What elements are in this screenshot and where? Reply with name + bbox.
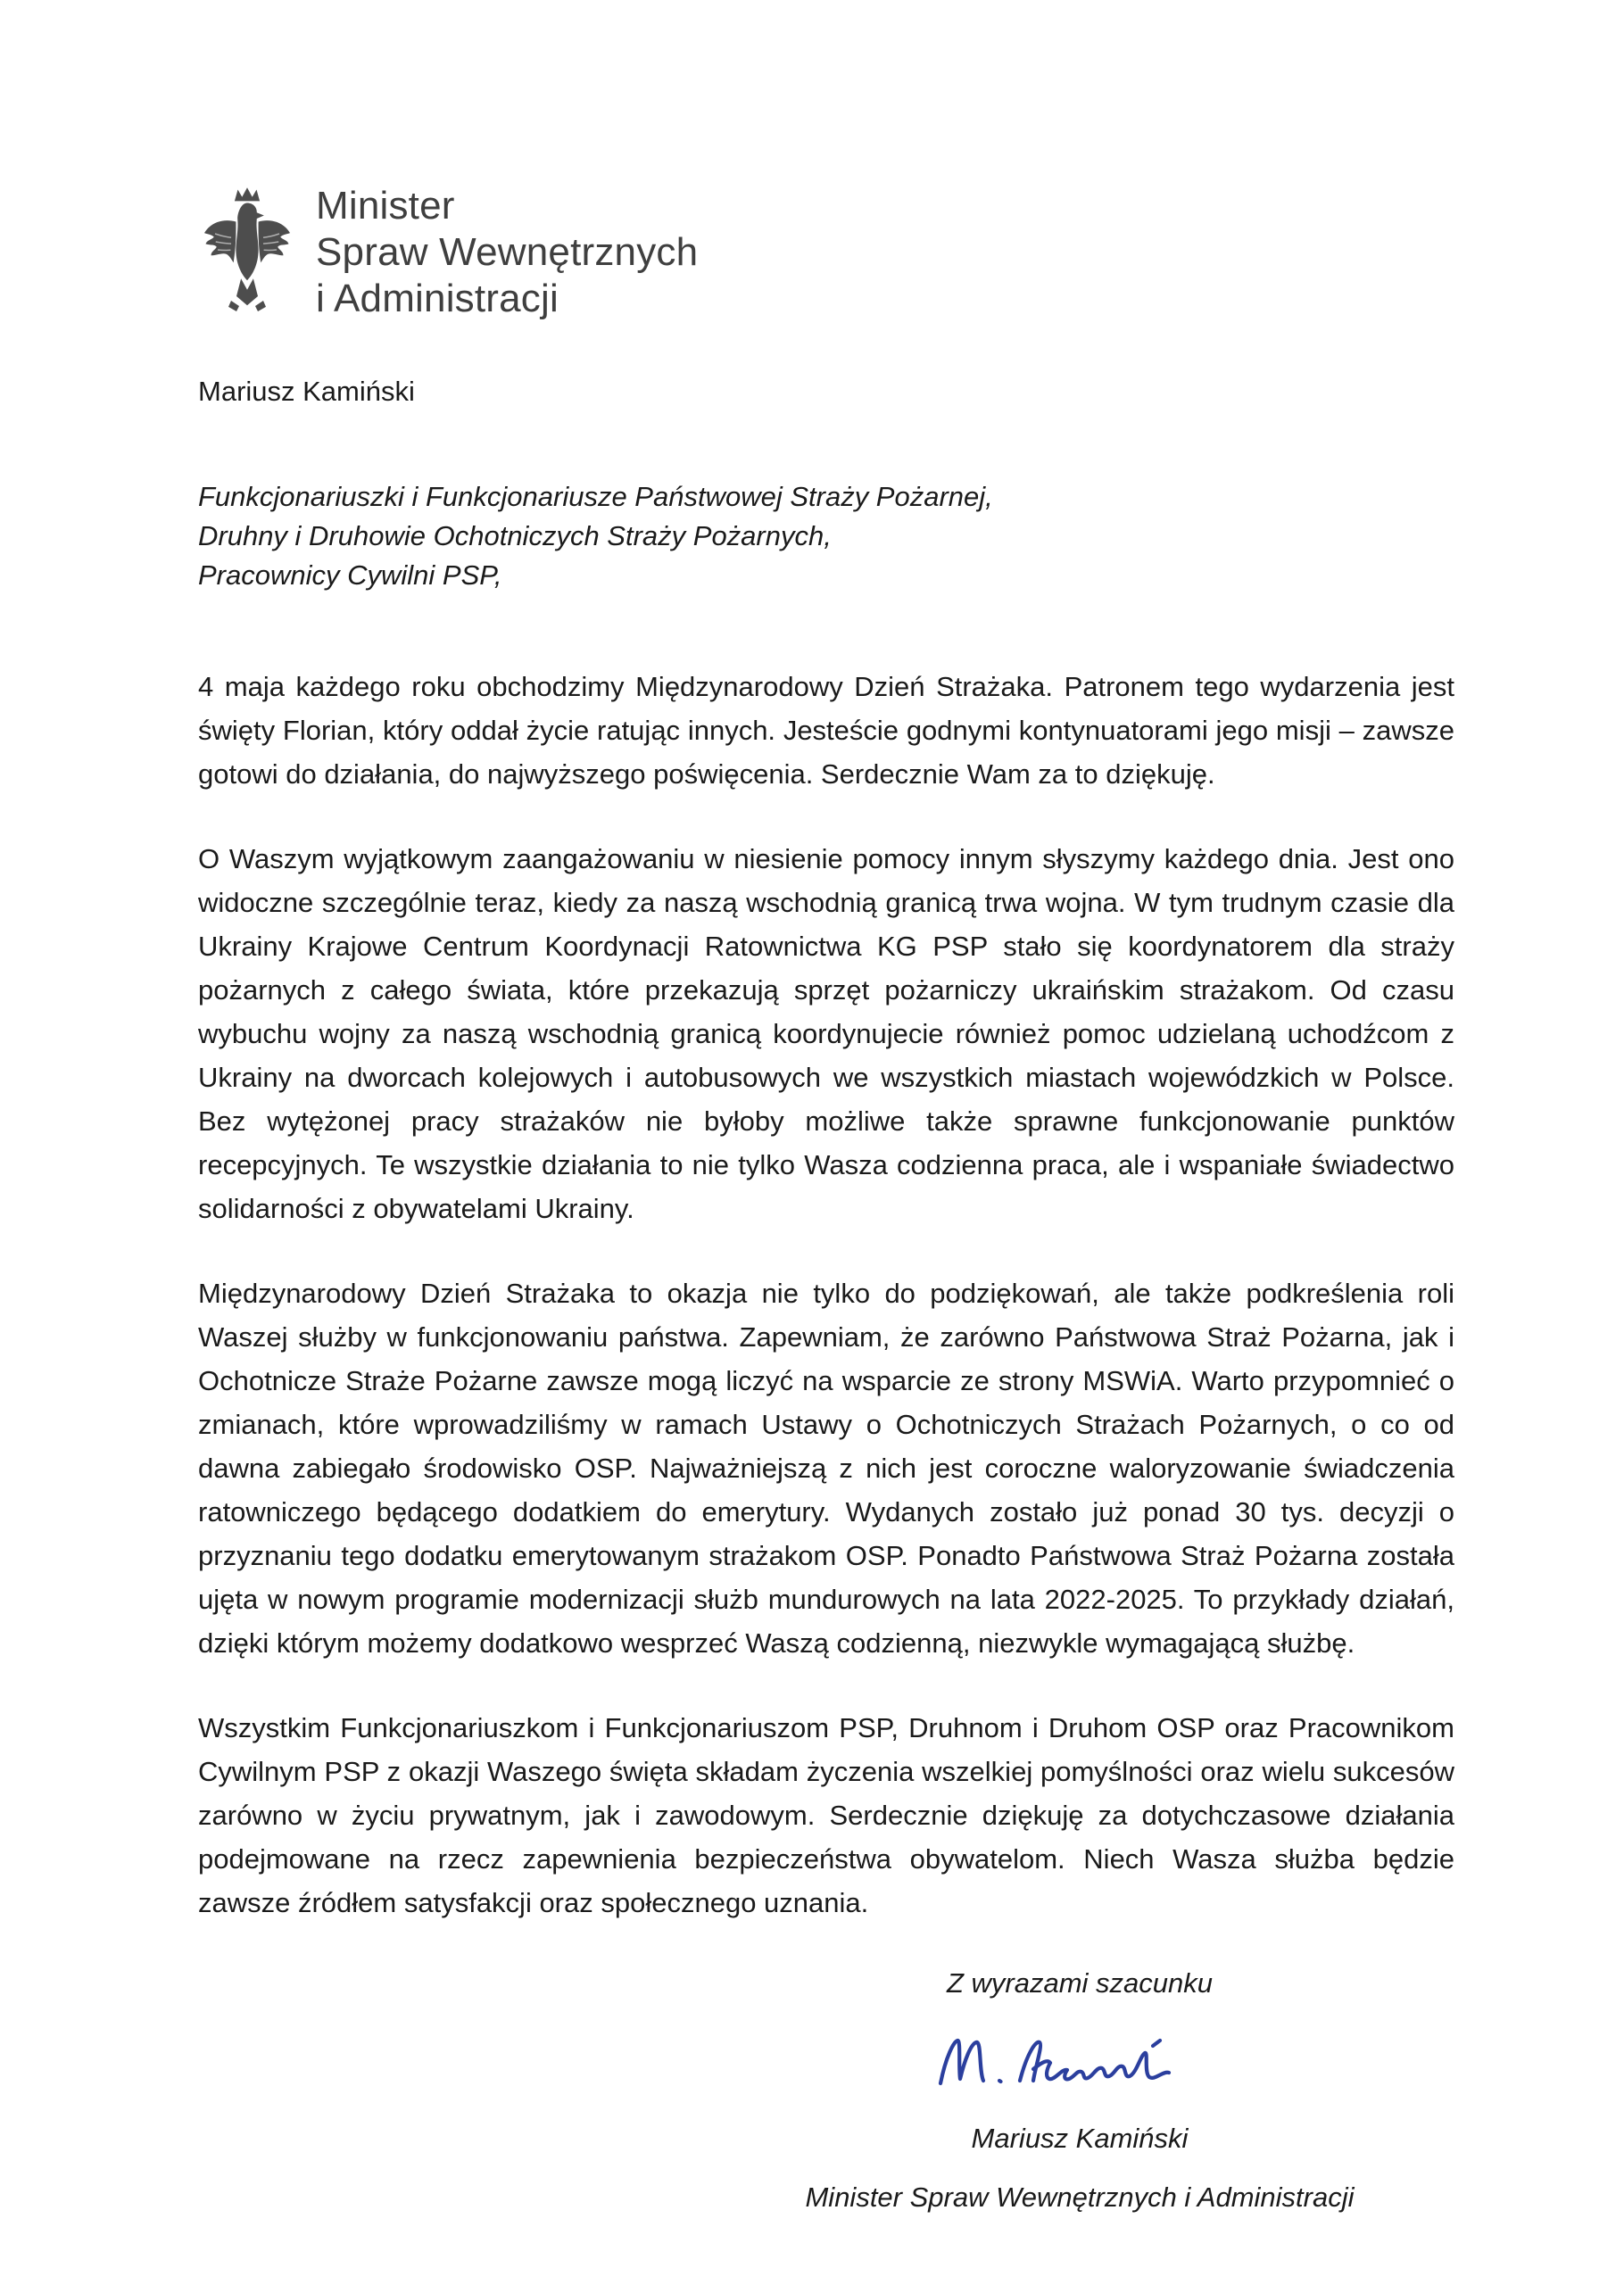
ministry-name-line1: Minister (316, 184, 455, 228)
signature-name: Mariusz Kamiński (971, 2123, 1189, 2154)
salutation-line3: Pracownicy Cywilni PSP, (198, 559, 502, 591)
letter-body (198, 665, 1454, 1925)
salutation (198, 477, 1454, 595)
closing-phrase: Z wyrazami szacunku (946, 1967, 1214, 1999)
ministry-name-line2: Spraw Wewnętrznych (316, 230, 699, 274)
paragraph-2: O Waszym wyjątkowym zaangażowaniu w niesienie pomocy innym słyszymy każdego dnia. Jest ono widoczne szczególnie teraz, kiedy za naszą wschodnią granicą trwa wojna. W tym trudnym czasie dla Ukrainy Krajowe Centrum Koordynacji Ratownictwa KG PSP stało się koordynatorem dla straży pożarnych z całego świata, które przekazują sprzęt pożarniczy ukraińskim strażakom. Od czasu wybuchu wojny za naszą wschodnią granicą koordynujecie również pomoc udzielaną uchodźcom z Ukrainy na dworcach kolejowych i autobusowych we wszystkich miastach wojewódzkich w Polsce. Bez wytężonej pracy strażaków nie byłoby możliwe także sprawne funkcjonowanie punktów recepcyjnych. Te wszystkie działania to nie tylko Wasza codzienna praca, ale i wspaniałe świadectwo solidarności z obywatelami Ukrainy. (198, 843, 1454, 1224)
author-name: Mariusz Kamiński (198, 376, 415, 407)
paragraph-3: Międzynarodowy Dzień Strażaka to okazja nie tylko do podziękowań, ale także podkreślenia roli Waszej służby w funkcjonowaniu państwa. Zapewniam, że zarówno Państwowa Straż Pożarna, jak i Ochotnicze Straże Pożarne zawsze mogą liczyć na wsparcie ze strony MSWiA. Warto przypomnieć o zmianach, które wprowadziliśmy w ramach Ustawy o Ochotniczych Strażach Pożarnych, o co od dawna zabiegało środowisko OSP. Najważniejszą z nich jest coroczne waloryzowanie świadczenia ratowniczego będącego dodatkiem do emerytury. Wydanych zostało już ponad 30 tys. decyzji o przyznaniu tego dodatku emerytowanym strażakom OSP. Ponadto Państwowa Straż Pożarna została ujęta w nowym programie modernizacji służb mundurowych na lata 2022-2025. To przykłady działań, dzięki którym możemy dodatkowo wesprzeć Waszą codzienną, niezwykle wymagającą służbę. (198, 1278, 1454, 1659)
signature-title: Minister Spraw Wewnętrznych i Administracji (805, 2182, 1355, 2213)
paragraph-1: 4 maja każdego roku obchodzimy Międzynarodowy Dzień Strażaka. Patronem tego wydarzenia jest święty Florian, który oddał życie ratując innych. Jesteście godnymi kontynuatorami jego misji – zawsze gotowi do działania, do najwyższego poświęcenia. Serdecznie Wam za to dziękuję. (198, 671, 1454, 790)
ministry-name-line3: i Administracji (316, 277, 559, 320)
salutation-line2: Druhny i Druhowie Ochotniczych Straży Pożarnych, (198, 520, 832, 551)
closing-block (714, 1966, 1446, 2215)
ministry-name (316, 183, 698, 322)
letterhead (198, 183, 1454, 322)
polish-eagle-emblem-icon (198, 186, 296, 319)
salutation-line1: Funkcjonariuszki i Funkcjonariusze Państwowej Straży Pożarnej, (198, 481, 993, 512)
paragraph-4: Wszystkim Funkcjonariuszkom i Funkcjonariuszom PSP, Druhnom i Druhom OSP oraz Pracownikom Cywilnym PSP z okazji Waszego święta składam życzenia wszelkiej pomyślności oraz wielu sukcesów zarówno w życiu prywatnym, jak i zawodowym. Serdecznie dziękuję za dotychczasowe działania podejmowane na rzecz zapewnienia bezpieczeństwa obywatelom. Niech Wasza służba będzie zawsze źródłem satysfakcji oraz społecznego uznania. (198, 1712, 1454, 1918)
handwritten-signature-image (928, 2026, 1231, 2103)
